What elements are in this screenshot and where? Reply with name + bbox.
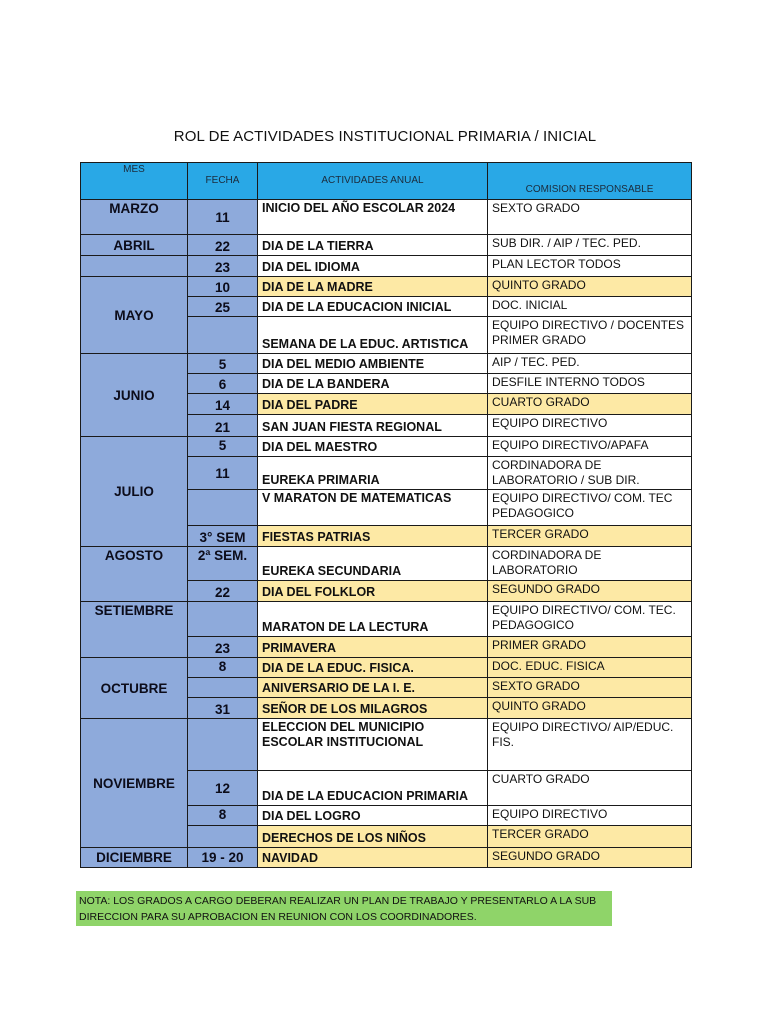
activities-table: [80, 162, 692, 868]
row-fecha: 19 - 20: [187, 847, 258, 868]
row-fecha: 10: [187, 276, 258, 297]
row-fecha: 11: [187, 199, 258, 235]
month-noviembre: NOVIEMBRE: [80, 718, 188, 848]
row-responsable: QUINTO GRADO: [487, 697, 692, 719]
row-responsable: EQUIPO DIRECTIVO / DOCENTES PRIMER GRADO: [487, 316, 692, 354]
row-actividad: SEÑOR DE LOS MILAGROS: [257, 697, 488, 719]
row-fecha: 22: [187, 580, 258, 602]
row-actividad: DIA DEL MAESTRO: [257, 436, 488, 457]
row-fecha: [187, 825, 258, 848]
row-actividad: EUREKA PRIMARIA: [257, 456, 488, 490]
row-responsable: EQUIPO DIRECTIVO/ COM. TEC. PEDAGOGICO: [487, 601, 692, 637]
page-title: ROL DE ACTIVIDADES INSTITUCIONAL PRIMARIA / INICIAL: [173, 128, 597, 145]
row-responsable: DOC. EDUC. FISICA: [487, 657, 692, 678]
row-actividad: DIA DE LA MADRE: [257, 276, 488, 297]
row-responsable: DESFILE INTERNO TODOS: [487, 373, 692, 394]
row-fecha: [187, 489, 258, 526]
row-responsable: CUARTO GRADO: [487, 770, 692, 806]
note-box: NOTA: LOS GRADOS A CARGO DEBERAN REALIZAR UN PLAN DE TRABAJO Y PRESENTARLO A LA SUB DIRECCION PARA SU APROBACION EN REUNION CON LOS COORDINADORES.: [76, 891, 612, 926]
month-junio: JUNIO: [80, 353, 188, 437]
month-julio: JULIO: [80, 436, 188, 547]
row-fecha: [187, 601, 258, 637]
row-responsable: PRIMER GRADO: [487, 636, 692, 658]
row-responsable: EQUIPO DIRECTIVO/ COM. TEC PEDAGOGICO: [487, 489, 692, 526]
row-fecha: 12: [187, 770, 258, 806]
row-fecha: 23: [187, 636, 258, 658]
row-fecha: 8: [187, 805, 258, 826]
row-actividad: DIA DE LA EDUC. FISICA.: [257, 657, 488, 678]
row-actividad: FIESTAS PATRIAS: [257, 525, 488, 547]
row-responsable: SEGUNDO GRADO: [487, 847, 692, 868]
row-fecha: 22: [187, 234, 258, 256]
row-fecha: 8: [187, 657, 258, 678]
row-actividad: DERECHOS DE LOS NIÑOS: [257, 825, 488, 848]
row-fecha: 21: [187, 414, 258, 437]
row-actividad: DIA DE LA EDUCACION PRIMARIA: [257, 770, 488, 806]
header-actividades: ACTIVIDADES ANUAL: [257, 162, 488, 200]
row-responsable: SEXTO GRADO: [487, 199, 692, 235]
row-fecha: [187, 316, 258, 354]
row-fecha: [187, 677, 258, 698]
row-fecha: 5: [187, 353, 258, 374]
month-blank: [80, 255, 188, 277]
month-agosto: AGOSTO: [80, 546, 188, 602]
month-marzo: MARZO: [80, 199, 188, 235]
row-actividad: SEMANA DE LA EDUC. ARTISTICA: [257, 316, 488, 354]
row-responsable: DOC. INICIAL: [487, 296, 692, 317]
row-actividad: DIA DEL FOLKLOR: [257, 580, 488, 602]
row-actividad: DIA DE LA EDUCACION INICIAL: [257, 296, 488, 317]
header-comision: COMISION RESPONSABLE: [487, 162, 692, 200]
row-actividad: PRIMAVERA: [257, 636, 488, 658]
row-actividad: DIA DE LA TIERRA: [257, 234, 488, 256]
row-fecha: 6: [187, 373, 258, 394]
month-setiembre: SETIEMBRE: [80, 601, 188, 658]
month-mayo: MAYO: [80, 276, 188, 354]
row-responsable: EQUIPO DIRECTIVO: [487, 414, 692, 437]
row-responsable: SEXTO GRADO: [487, 677, 692, 698]
row-fecha: [187, 718, 258, 771]
row-actividad: INICIO DEL AÑO ESCOLAR 2024: [257, 199, 488, 235]
row-responsable: EQUIPO DIRECTIVO/ AIP/EDUC. FIS.: [487, 718, 692, 771]
row-responsable: SUB DIR. / AIP / TEC. PED.: [487, 234, 692, 256]
row-actividad: DIA DEL IDIOMA: [257, 255, 488, 277]
row-responsable: CORDINADORA DE LABORATORIO: [487, 546, 692, 581]
row-fecha: 3° SEM: [187, 525, 258, 547]
row-fecha: 25: [187, 296, 258, 317]
row-fecha: 2ª SEM.: [187, 546, 258, 581]
row-actividad: ANIVERSARIO DE LA I. E.: [257, 677, 488, 698]
row-actividad: DIA DEL LOGRO: [257, 805, 488, 826]
row-actividad: DIA DEL MEDIO AMBIENTE: [257, 353, 488, 374]
row-responsable: TERCER GRADO: [487, 825, 692, 848]
row-fecha: 5: [187, 436, 258, 457]
row-actividad: SAN JUAN FIESTA REGIONAL: [257, 414, 488, 437]
header-fecha: FECHA: [187, 162, 258, 200]
row-actividad: DIA DE LA BANDERA: [257, 373, 488, 394]
month-diciembre: DICIEMBRE: [80, 847, 188, 868]
row-responsable: CORDINADORA DE LABORATORIO / SUB DIR.: [487, 456, 692, 490]
row-responsable: EQUIPO DIRECTIVO/APAFA: [487, 436, 692, 457]
header-mes: MES: [80, 162, 188, 200]
row-responsable: QUINTO GRADO: [487, 276, 692, 297]
row-actividad: NAVIDAD: [257, 847, 488, 868]
row-responsable: PLAN LECTOR TODOS: [487, 255, 692, 277]
row-responsable: TERCER GRADO: [487, 525, 692, 547]
row-actividad: DIA DEL PADRE: [257, 393, 488, 415]
row-responsable: SEGUNDO GRADO: [487, 580, 692, 602]
month-octubre: OCTUBRE: [80, 657, 188, 719]
row-actividad: EUREKA SECUNDARIA: [257, 546, 488, 581]
row-responsable: AIP / TEC. PED.: [487, 353, 692, 374]
row-actividad: ELECCION DEL MUNICIPIO ESCOLAR INSTITUCIONAL: [257, 718, 488, 771]
row-fecha: 23: [187, 255, 258, 277]
month-abril: ABRIL: [80, 234, 188, 256]
row-actividad: V MARATON DE MATEMATICAS: [257, 489, 488, 526]
row-fecha: 14: [187, 393, 258, 415]
row-responsable: CUARTO GRADO: [487, 393, 692, 415]
row-fecha: 31: [187, 697, 258, 719]
row-actividad: MARATON DE LA LECTURA: [257, 601, 488, 637]
row-fecha: 11: [187, 456, 258, 490]
row-responsable: EQUIPO DIRECTIVO: [487, 805, 692, 826]
